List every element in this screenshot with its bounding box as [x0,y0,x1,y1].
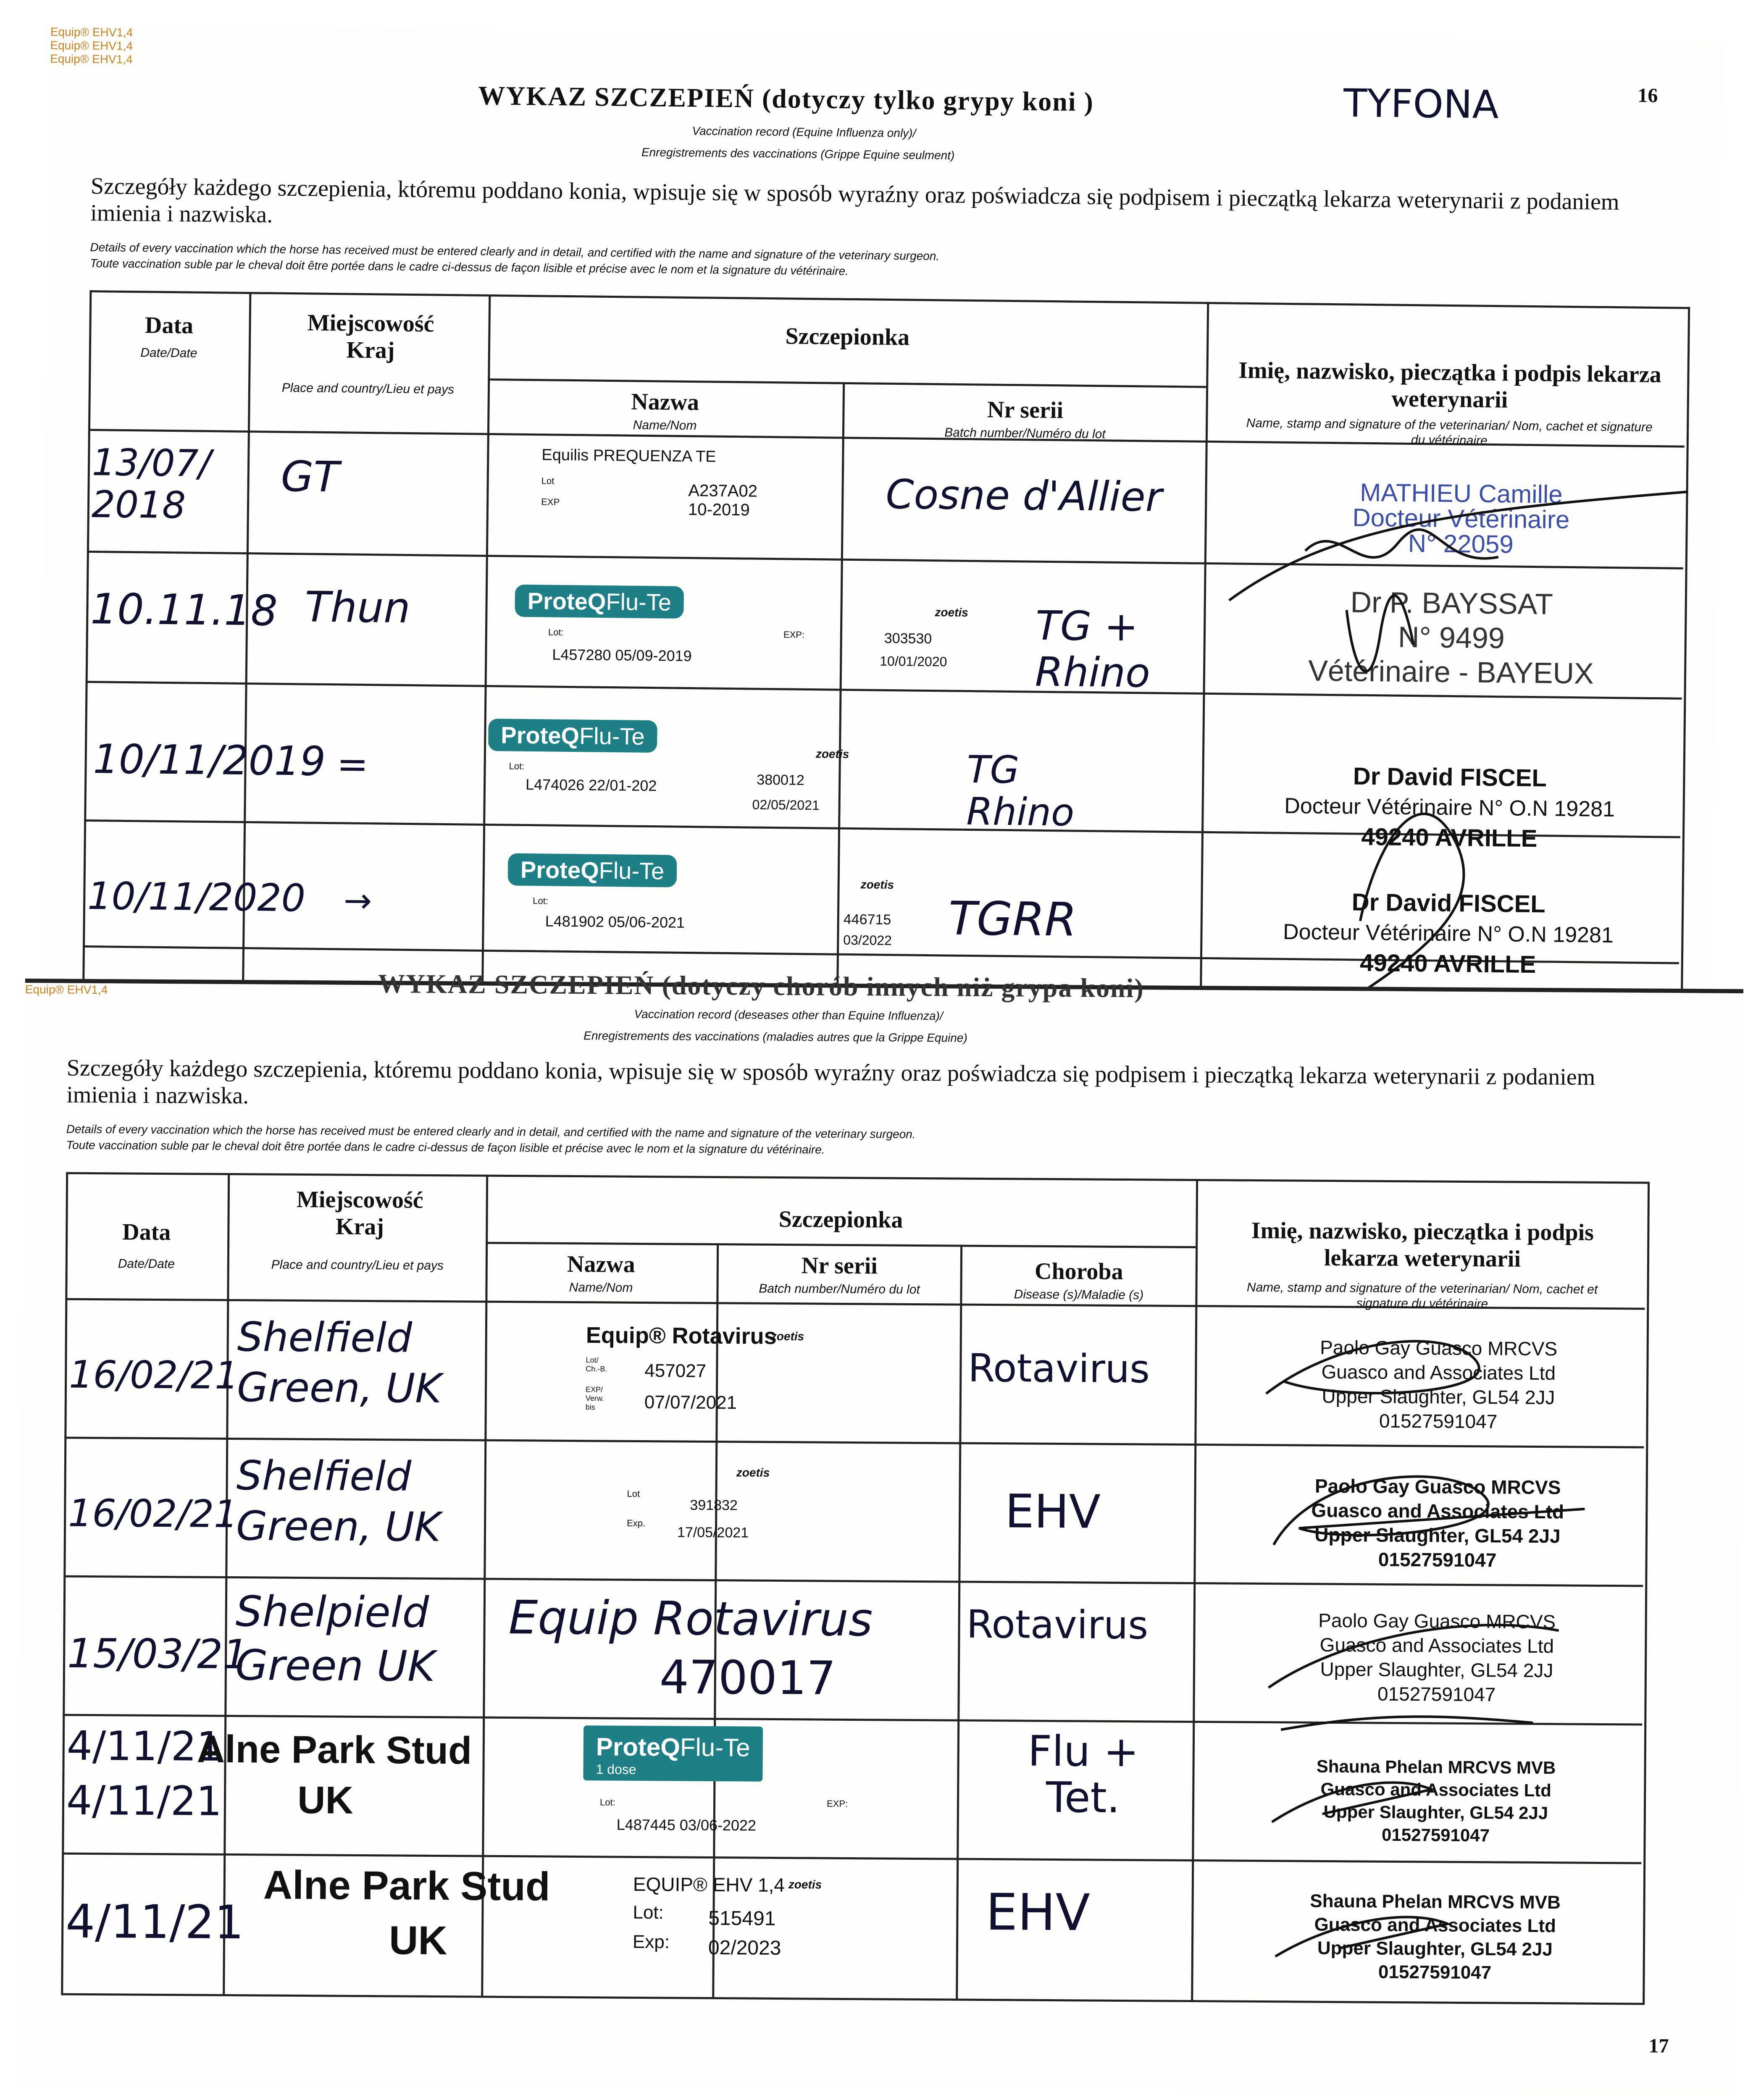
row3-name-handwritten: Equip Rotavirus [508,1591,873,1647]
row2-proteq-label: ProteQFlu-Te [515,585,684,619]
row1-date: 16/02/21 [68,1352,239,1398]
intro-text-fr: Toute vaccination suble par le cheval doit être portée dans le cadre ci-dessus de façon lisible et précise avec le nom et la signature du vétérinaire. [89,257,849,278]
subtitle-fr: Enregistrements des vaccinations (Grippe Equine seulment) [641,145,955,162]
row4-proteq-label: ProteQFlu-Te 1 dose [583,1725,763,1782]
header-date: Data [122,1219,171,1246]
header-place-sub: Place and country/Lieu et pays [281,381,455,397]
row1-label-name: Equip® Rotavirus [586,1323,777,1349]
row2-disease: EHV [1004,1484,1101,1539]
row3-date: 15/03/21 [67,1630,249,1678]
row1-batch: Cosne d'Allier [885,470,1162,521]
header-name-sub: Name/Nom [569,1280,633,1295]
row2-lot: 391832 [690,1497,738,1514]
row2-vet-stamp: Paolo Gay Guasco MRCVS Guasco and Associates Ltd Upper Slaughter, GL54 2JJ 01527591047 [1311,1475,1564,1571]
page-title: WYKAZ SZCZEPIEŃ (dotyczy tylko grypy koni ) [478,80,1094,117]
row1-label-name: Equilis PREQUENZA TE [541,446,716,466]
row2-vet-stamp: Dr P. BAYSSAT N° 9499 Vétérinaire - BAYEUX [1308,585,1594,690]
row1-date: 13/07/ 2018 [91,441,211,527]
row4-place: Alne Park Stud [197,1727,472,1772]
row3-date: 10/11/2019 [93,735,326,785]
row4-place-2: UK [297,1778,354,1822]
row1-place: GT [281,452,339,502]
page-16: WYKAZ SZCZEPIEŃ (dotyczy tylko grypy koni ) TYFONA 16 Vaccination record (Equine Influenza only)/ Enregistrements des vaccinations (Grippe Equine seulment) Szczegóły każdego szczepienia, któremu poddano konia, wpisuje się w sposób wyraźny oraz poświadcza się podpisem i pieczątką lekarza weterynarii z podaniem imienia i nazwiska. Details of every vaccination which the horse has received must be entered clearly and in detail, and certified with the name and signature of the veterinary surgeon. Toute vaccination suble par le cheval doit être portée dans le cadre ci-dessus de façon lisible et précise avec le nom et la signature du vétérinaire. Data Date/Date Miejscowość Kraj Place and country/Lieu et pays Szczepionka Nazwa Name/Nom Nr serii Batch number/Numéro du lot Imię, nazwisko, pieczątka i podpis lekarza weterynarii Name, stamp and signature of the veterinarian/ Nom, cachet et signature du vétérinaire 13/07/ 2018 GT Equilis PREQUENZA TE Lot A237A02 EXP 10-2019 Cosne d'Allier MATHIEU Camille Docteur Vétérinaire N° 22059 10.11.18 Thun ProteQFlu-Te Lot: EXP: L457280 05/09-2019 Equip® EHV1,4 zoetis 303530 10/01/2020 TG + Rhino Dr P. BAYSSAT N° 9499 Vétérinaire - BAYEUX 10/11/2019 = ProteQFlu-Te Lot: L474026 22/01-202 Equip® EHV1,4 zoetis 380012 02/05/2021 TG Rhino Dr David FISCEL Docteur Vétérinaire N° O.N 19281 49240 AVRILLE 10/11/2020 → ProteQFlu-Te Lot: L481902 05/06-2021 Equip® EHV1,4 zoetis 446715 03/2022 TGRR Dr David FISCEL Docteur Vétérinaire N° O.N 19281 49240 AVRILLE [40,25,1722,1005]
row3-vet-stamp: Paolo Gay Guasco MRCVS Guasco and Associates Ltd Upper Slaughter, GL54 2JJ 01527591047 [1318,1609,1556,1706]
header-vet-sub: Name, stamp and signature of the veterinarian/ Nom, cachet et signature du vétérinaire [1246,1280,1598,1311]
row4-batch: TGRR [948,891,1077,947]
row2-lot-exp: L457280 05/09-2019 [552,646,692,665]
row1-lot: 457027 [644,1360,707,1381]
row2-place: Thun [304,582,411,633]
header-name: Nazwa [631,388,699,416]
row3-place: Shelpield Green UK [235,1587,435,1691]
header-batch-sub: Batch number/Numéro du lot [944,425,1106,441]
header-date: Data [145,312,194,339]
row1-disease: Rotavirus [968,1345,1150,1392]
intro-text-pl: Szczegóły każdego szczepienia, któremu poddano konia, wpisuje się w sposób wyraźny oraz poświadcza się podpisem i pieczątką lekarza weterynarii z podaniem imienia i nazwiska. [66,1055,1595,1109]
header-place: Miejscowość Kraj [307,310,434,364]
header-vet-sub: Name, stamp and signature of the veterinarian/ Nom, cachet et signature du vétérinaire [1246,416,1653,448]
row3-batch-handwritten: 470017 [659,1650,836,1705]
page-number: 16 [1637,84,1658,107]
subtitle-en: Vaccination record (deseases other than Equine Influenza)/ [634,1007,943,1023]
row1-exp: 07/07/2021 [644,1392,737,1413]
row2-place: Shelfield Green, UK [236,1452,441,1551]
row4-vet-stamp: Shauna Phelan MRCVS MVB Guasco and Associates Ltd Upper Slaughter, GL54 2JJ 01527591047 [1316,1756,1556,1845]
header-batch-sub: Batch number/Numéro du lot [759,1281,920,1297]
row3-lot-exp: L474026 22/01-202 [525,775,657,795]
row1-vet-stamp: MATHIEU Camille Docteur Vétérinaire N° 22059 [1352,478,1570,559]
row4-lot-exp: L487445 03/06-2022 [616,1816,757,1834]
header-batch: Nr serii [987,396,1064,424]
row5-vet-stamp: Shauna Phelan MRCVS MVB Guasco and Associates Ltd Upper Slaughter, GL54 2JJ 01527591047 [1310,1890,1561,1983]
page-number: 17 [1648,2034,1669,2057]
row4-proteq-label: ProteQFlu-Te [508,853,677,887]
row5-exp: 02/2023 [708,1936,781,1960]
row1-place: Shelfield Green, UK [237,1313,442,1412]
intro-text-fr: Toute vaccination suble par le cheval doit être portée dans le cadre ci-dessus de façon lisible et précise avec le nom et la signature du vétérinaire. [66,1138,825,1156]
row5-disease: EHV [986,1883,1091,1942]
row5-lot: 515491 [708,1907,776,1930]
row3-place: = [336,742,369,787]
page-17: WYKAZ SZCZEPIEŃ (dotyczy chorób innych niż grypa koni) Vaccination record (deseases other than Equine Influenza)/ Enregistrements des vaccinations (maladies autres que la Grippe Equine) Szczegóły każdego szczepienia, któremu poddano konia, wpisuje się w sposób wyraźny oraz poświadcza się podpisem i pieczątką lekarza weterynarii z podaniem imienia i nazwiska. Details of every vaccination which the horse has received must be entered clearly and in detail, and certified with the name and signature of the veterinary surgeon. Toute vaccination suble par le cheval doit être portée dans le cadre ci-dessus de façon lisible et précise avec le nom et la signature du vétérinaire. Data Date/Date Miejscowość Kraj Place and country/Lieu et pays Szczepionka Nazwa Name/Nom Nr serii Batch number/Numéro du lot Choroba Disease (s)/Maladie (s) Imię, nazwisko, pieczątka i podpis lekarza weterynarii Name, stamp and signature of the veterinarian/ Nom, cachet et signature du vétérinaire 16/02/21 Shelfield Green, UK Equip® Rotavirus zoetis Lot/ Ch.-B. 457027 EXP/ Verw. bis 07/07/2021 Rotavirus Paolo Gay Guasco MRCVS Guasco and Associates Ltd Upper Slaughter, GL54 2JJ 01527591047 16/02/21 Shelfield Green, UK Equip® EHV1,4 zoetis Lot 391832 Exp. 17/05/2021 EHV Paolo Gay Guasco MRCVS Guasco and Associates Ltd Upper Slaughter, GL54 2JJ 01527591047 15/03/21 Shelpield Green UK Equip Rotavirus 470017 Rotavirus Paolo Gay Guasco MRCVS Guasco and Associates Ltd Upper Slaughter, GL54 2JJ 01527591047 4/11/21 4/11/21 Alne Park Stud UK ProteQFlu-Te 1 dose Lot: EXP: L487445 03/06-2022 Flu + Tet. Shauna Phelan MRCVS MVB Guasco and Associates Ltd Upper Slaughter, GL54 2JJ 01527591047 4/11/21 Alne Park Stud UK EQUIP® EHV 1,4 zoetis Lot: 515491 Exp: 02/2023 EHV Shauna Phelan MRCVS MVB Guasco and Associates Ltd Upper Slaughter, GL54 2JJ 01527591047 17 [18,979,1743,2094]
row2-exp: 17/05/2021 [677,1524,749,1541]
row5-place: Alne Park Stud [263,1862,550,1909]
vet-signatures-page17 [1212,1309,1678,2001]
intro-text-pl: Szczegóły każdego szczepienia, któremu poddano konia, wpisuje się w sposób wyraźny oraz poświadcza się podpisem i pieczątką lekarza weterynarii z podaniem imienia i nazwiska. [90,173,1619,228]
row4-vet-stamp: Dr David FISCEL Docteur Vétérinaire N° O.N 19281 49240 AVRILLE [1283,888,1614,979]
row4-date-2: 4/11/21 [66,1777,222,1825]
row4-lot-exp: L481902 05/06-2021 [545,912,685,931]
header-vaccine: Szczepionka [785,323,910,351]
header-vet: Imię, nazwisko, pieczątka i podpis lekarza weterynarii [1238,357,1662,413]
row5-date: 4/11/21 [65,1894,244,1950]
header-disease: Choroba [1034,1258,1123,1285]
header-name-sub: Name/Nom [633,418,697,433]
page-title-partial: WYKAZ SZCZEPIEŃ (dotyczy chorób innych niż grypa koni) [378,969,1144,1003]
intro-text-en: Details of every vaccination which the horse has received must be entered clearly and in detail, and certified with the name and signature of the veterinary surgeon. [66,1122,916,1141]
row2-date: 16/02/21 [68,1491,238,1537]
header-vaccine: Szczepionka [778,1206,903,1233]
row3-proteq-label: ProteQFlu-Te [488,719,657,753]
row4-place: → [343,881,372,921]
row4-disease: Flu + Tet. [1028,1726,1139,1822]
row5-label-name: EQUIP® EHV 1,4 [633,1873,785,1896]
row2-date: 10.11.18 [90,584,278,635]
header-vet: Imię, nazwisko, pieczątka i podpis lekarza weterynarii [1251,1217,1594,1272]
row3-disease: Rotavirus [966,1601,1149,1648]
row1-vet-stamp: Paolo Gay Guasco MRCVS Guasco and Associates Ltd Upper Slaughter, GL54 2JJ 01527591047 [1320,1336,1558,1433]
horse-name: TYFONA [1343,81,1499,128]
row3-batch: TG Rhino [966,747,1075,835]
header-disease-sub: Disease (s)/Maladie (s) [1014,1287,1144,1302]
row4-date: 10/11/2020 [87,874,306,921]
header-batch: Nr serii [801,1252,878,1279]
row4-date: 4/11/21 [66,1722,223,1770]
header-name: Nazwa [567,1251,635,1278]
intro-text-en: Details of every vaccination which the horse has received must be entered clearly and in detail, and certified with the name and signature of the veterinary surgeon. [90,241,940,263]
row1-exp: 10-2019 [688,500,750,520]
header-place-sub: Place and country/Lieu et pays [271,1257,444,1273]
header-date-sub: Date/Date [118,1257,175,1271]
header-place: Miejscowość Kraj [296,1186,423,1240]
vet-signatures-page16 [1200,457,1709,1000]
subtitle-fr: Enregistrements des vaccinations (maladies autres que la Grippe Equine) [583,1029,967,1045]
subtitle-en: Vaccination record (Equine Influenza only)/ [692,124,916,140]
row5-place-2: UK [389,1918,448,1964]
row1-lot: A237A02 [688,481,758,501]
header-date-sub: Date/Date [140,346,197,360]
row2-batch: TG + Rhino [1035,602,1151,697]
row3-vet-stamp: Dr David FISCEL Docteur Vétérinaire N° O.N 19281 49240 AVRILLE [1284,762,1615,853]
